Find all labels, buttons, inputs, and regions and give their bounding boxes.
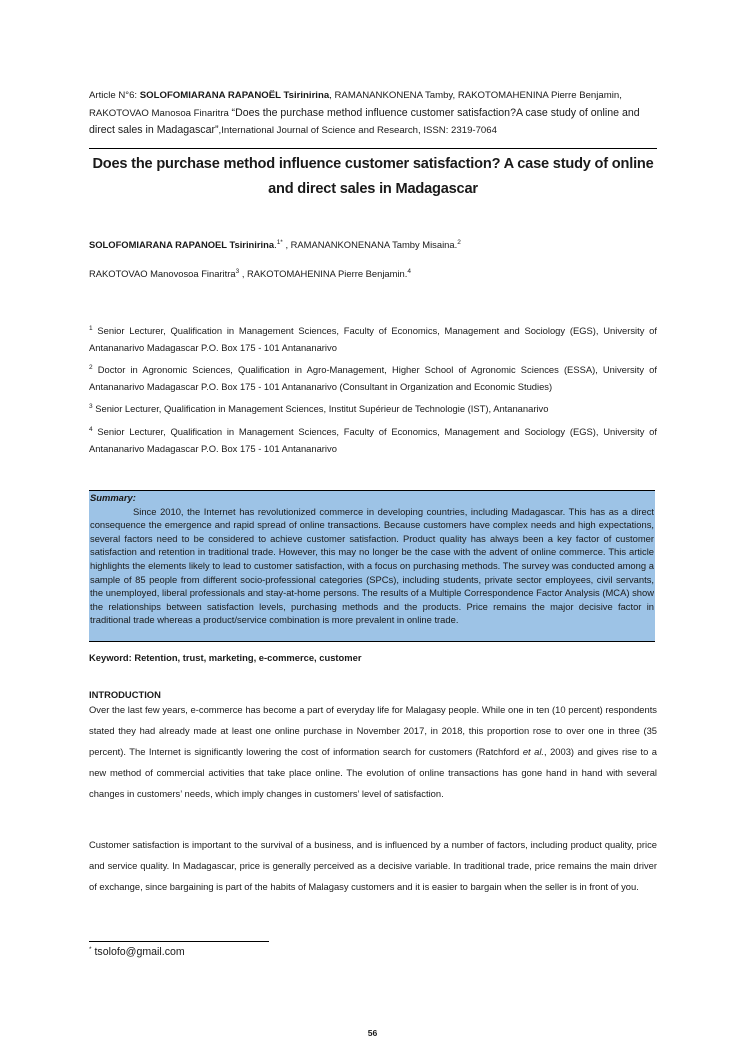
- authors-line-1: SOLOFOMIARANA RAPANOEL Tsirinirina.$^{1*}$ , RAMANANKONENANA Tamby Misaina.$^2$: [89, 239, 461, 250]
- footnote-email: tsolofo@gmail.com: [91, 946, 185, 958]
- citation-header: [89, 88, 657, 140]
- affiliation-number: 3: [89, 403, 93, 410]
- author-name: , RAKOTOMAHENINA Pierre Benjamin.: [239, 268, 408, 279]
- page-number: 56: [367, 1028, 378, 1038]
- lead-author-name: SOLOFOMIARANA RAPANOEL Tsirinirina: [89, 239, 275, 250]
- affiliation-number: 2: [89, 364, 93, 371]
- summary-box: [89, 490, 655, 642]
- affiliation-number: 1: [89, 325, 93, 332]
- author-sup: 2: [457, 239, 461, 246]
- introduction-heading: INTRODUCTION: [89, 689, 161, 700]
- affiliation-number: 4: [89, 426, 93, 433]
- affiliation-text: Doctor in Agronomic Sciences, Qualification in Agro-Management, Higher School of Agronomic Sciences (ESSA), University of Antananarivo Madagascar P.O. Box 175 - 101 Antananarivo (Consultant in Organization and Economic Studies): [89, 364, 657, 392]
- paper-title: Does the purchase method influence customer satisfaction? A case study of online and direct sales in Madagascar: [92, 156, 654, 197]
- author-sup: 1*: [276, 239, 283, 246]
- citation-et-al: et al.: [522, 746, 545, 757]
- paragraph-text: , 2003) and gives rise to a new method of commercial activities that take place online. The evolution of online transactions has gone hand in hand with several changes in customers’ needs, which imply changes in customers’ level of satisfaction.: [89, 746, 658, 799]
- affiliation-1: [89, 323, 657, 356]
- author-name: , RAMANANKONENANA Tamby Misaina.: [282, 239, 458, 250]
- footnote-mark: *: [89, 946, 92, 953]
- title-top-rule: [89, 148, 657, 149]
- affiliation-text: Senior Lecturer, Qualification in Management Sciences, Faculty of Economics, Management and Sociology (EGS), University of Antananarivo Madagascar P.O. Box 175 - 101 Antananarivo: [89, 426, 657, 454]
- affiliation-text: Senior Lecturer, Qualification in Management Sciences, Institut Supérieur de Technologie (IST), Antananarivo: [92, 403, 549, 414]
- citation-prefix: Article N°6:: [89, 90, 140, 101]
- affiliation-2: [89, 362, 657, 395]
- author-sup: 4: [407, 268, 411, 275]
- summary-text: Since 2010, the Internet has revolutionized commerce in developing countries, including Madagascar. This has as a direct consequence the emergence and rapid spread of online transactions. Because customers have complex needs and high expectations, several factors need to be considered to achieve customer satisfaction. Product quality has always been a key factor of customer satisfaction and retention in traditional trade. However, this may no longer be the case with the advent of online commerce. This article highlights the elements likely to lead to customer satisfaction, with a focus on purchasing methods. The survey was conducted among a sample of 85 people from different socio-professional categories (SPCs), including students, private sector employees, civil servants, the unemployed, liberal professionals and stay-at-home persons. The results of a Multiple Correspondence Factor Analysis (MCA) show the relationships between satisfaction levels, purchasing methods and the products. Price remains the major decisive factor in traditional trade whereas a product/service combination is more prevalent in online trade.: [90, 505, 654, 626]
- keywords: Keyword: Retention, trust, marketing, e-commerce, customer: [89, 652, 362, 663]
- summary-label: Summary:: [90, 492, 136, 503]
- affiliation-text: Senior Lecturer, Qualification in Management Sciences, Faculty of Economics, Management and Sociology (EGS), University of Antananarivo Madagascar P.O. Box 175 - 101 Antananarivo: [89, 325, 657, 353]
- authors-line-2: [89, 267, 657, 281]
- citation-journal: ,International Journal of Science and Research, ISSN: 2319-7064: [218, 125, 497, 136]
- introduction-paragraph-1: [89, 699, 657, 804]
- introduction-paragraph-2: Customer satisfaction is important to the survival of a business, and is influenced by a number of factors, including product quality, price and service quality. In Madagascar, price is generally perceived as a decisive variable. In traditional trade, price remains the main driver of exchange, since bargaining is part of the habits of Malagasy customers and it is easier to bargain when the seller is in front of you.: [89, 839, 657, 892]
- affiliation-3: [89, 401, 657, 418]
- citation-lead-author: SOLOFOMIARANA RAPANOËL Tsirinirina: [139, 90, 330, 101]
- footnote: [89, 946, 185, 958]
- paragraph-text: Over the last few years, e-commerce has become a part of everyday life for Malagasy people. While one in ten (10 percent) respondents stated they had already made at least one online purchase in November 2017, in 2018, this proportion rose to over one in three (35 percent). The Internet is significantly lowering the cost of information search for customers (Ratchford: [89, 704, 657, 757]
- footnote-rule: [89, 941, 269, 942]
- citation-paper-title: “Does the purchase method influence customer satisfaction?A case study of online and direct sales in Madagascar”: [89, 106, 640, 136]
- affiliation-4: [89, 424, 657, 457]
- citation-other-authors: , RAMANANKONENA Tamby, RAKOTOMAHENINA Pierre Benjamin, RAKOTOVAO Manosoa Finaritra: [89, 90, 622, 119]
- author-name: RAKOTOVAO Manovosoa Finaritra: [89, 268, 236, 279]
- author-sup: 3: [235, 268, 240, 275]
